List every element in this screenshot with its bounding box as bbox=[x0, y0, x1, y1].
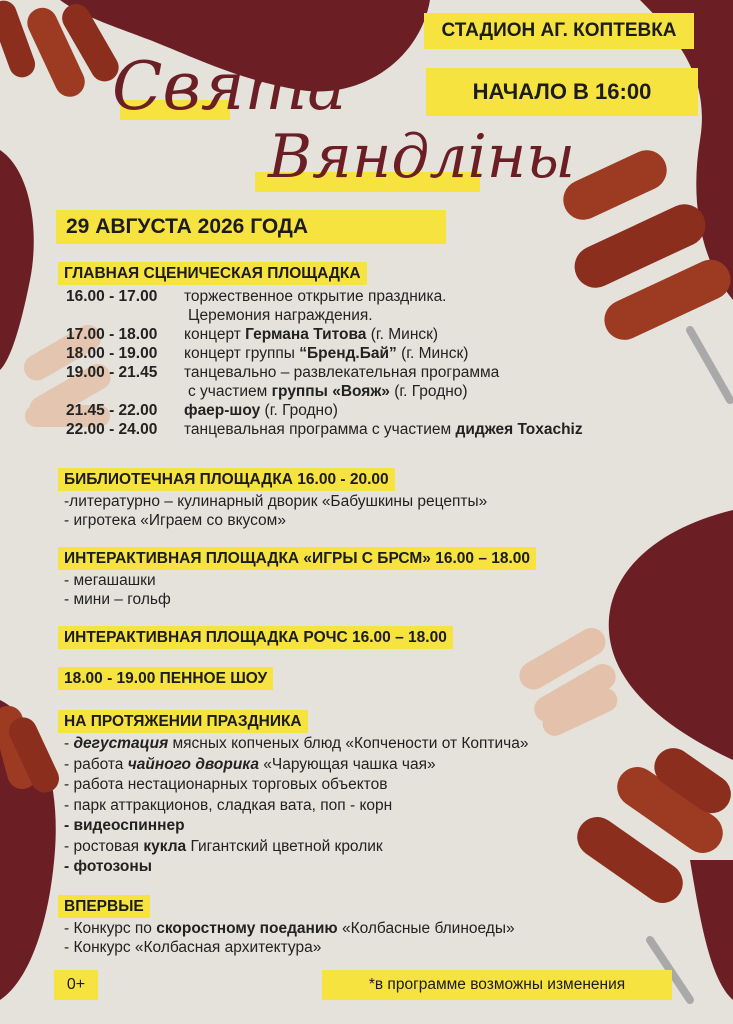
foam-show-heading: 18.00 - 19.00 ПЕННОЕ ШОУ bbox=[58, 667, 273, 690]
schedule-artist: группы «Вояж» bbox=[271, 383, 390, 400]
list-item-highlight: кукла bbox=[143, 837, 187, 855]
schedule-text: концерт группы bbox=[184, 345, 300, 362]
schedule-row-cont bbox=[66, 382, 583, 401]
list-item: - игротека «Играем со вкусом» bbox=[64, 512, 286, 529]
list-item: - мини – гольф bbox=[64, 591, 171, 608]
list-item bbox=[64, 837, 529, 858]
schedule-city: (г. Гродно) bbox=[260, 402, 338, 419]
list-item-text: - работа bbox=[64, 755, 128, 773]
schedule-time: 22.00 - 24.00 bbox=[66, 421, 158, 438]
library-list bbox=[64, 492, 487, 530]
throughout-heading: НА ПРОТЯЖЕНИИ ПРАЗДНИКА bbox=[58, 710, 308, 733]
list-item: - видеоспиннер bbox=[64, 817, 185, 834]
schedule-city: (г. Минск) bbox=[366, 326, 439, 343]
schedule-row bbox=[66, 420, 583, 439]
throughout-list bbox=[64, 734, 529, 878]
schedule-text: танцевальная программа с участием bbox=[184, 421, 456, 438]
schedule-time: 21.45 - 22.00 bbox=[66, 402, 158, 419]
list-item: - парк аттракционов, сладкая вата, поп - корн bbox=[64, 796, 393, 814]
list-item: - работа нестационарных торговых объектов bbox=[64, 776, 388, 793]
venue-label: СТАДИОН АГ. КОПТЕВКА bbox=[424, 13, 694, 49]
schedule-time: 19.00 - 21.45 bbox=[66, 364, 158, 381]
maroon-blob-right-corner bbox=[690, 860, 733, 1000]
schedule-time: 16.00 - 17.00 bbox=[66, 288, 158, 305]
main-stage-heading: ГЛАВНАЯ СЦЕНИЧЕСКАЯ ПЛОЩАДКА bbox=[58, 262, 367, 285]
list-item: - фотозоны bbox=[64, 858, 152, 875]
list-item-text: - Конкурс по bbox=[64, 920, 157, 937]
list-item bbox=[64, 919, 515, 938]
event-date: 29 АВГУСТА 2026 ГОДА bbox=[56, 210, 446, 244]
main-stage-schedule bbox=[66, 287, 583, 439]
schedule-artist: диджея Toxachiz bbox=[455, 421, 583, 438]
list-item-text: «Чарующая чашка чая» bbox=[258, 755, 436, 773]
maroon-blob-right-bottom bbox=[609, 510, 733, 760]
schedule-city: (г. Минск) bbox=[396, 345, 469, 362]
faded-sausage-right-icon bbox=[514, 623, 621, 740]
list-item-text: «Колбасные блиноеды» bbox=[337, 920, 515, 937]
schedule-row bbox=[66, 344, 583, 363]
schedule-row bbox=[66, 287, 583, 306]
title-line-2: Вяндліны bbox=[268, 122, 576, 192]
schedule-text: концерт bbox=[184, 326, 246, 343]
list-item-highlight: скоростному поеданию bbox=[156, 920, 338, 937]
schedule-text: торжественное открытие праздника. bbox=[184, 288, 447, 305]
list-item-highlight: дегустация bbox=[73, 735, 169, 752]
first-time-heading: ВПЕРВЫЕ bbox=[58, 895, 150, 918]
brsm-heading: ИНТЕРАКТИВНАЯ ПЛОЩАДКА «ИГРЫ С БРСМ» 16.00 – 18.00 bbox=[58, 547, 536, 570]
schedule-artist: “Бренд.Бай” bbox=[299, 345, 397, 362]
schedule-row bbox=[66, 363, 583, 382]
schedule-row bbox=[66, 401, 583, 420]
list-item-text: - bbox=[64, 735, 74, 752]
list-item-text: мясных копченых блюд «Копчености от Коптича» bbox=[168, 735, 529, 752]
schedule-time: 18.00 - 19.00 bbox=[66, 345, 158, 362]
changes-note: *в программе возможны изменения bbox=[322, 970, 672, 1000]
list-item: - Конкурс «Колбасная архитектура» bbox=[64, 939, 322, 956]
list-item: - мегашашки bbox=[64, 572, 156, 589]
schedule-city: (г. Гродно) bbox=[389, 383, 468, 400]
schedule-text: с участием bbox=[188, 383, 272, 400]
age-rating-badge: 0+ bbox=[54, 970, 98, 1000]
list-item-text: Гигантский цветной кролик bbox=[186, 837, 383, 855]
rochs-heading: ИНТЕРАКТИВНАЯ ПЛОЩАДКА РОЧС 16.00 – 18.00 bbox=[58, 626, 453, 649]
brsm-list bbox=[64, 571, 171, 609]
schedule-artist: фаер-шоу bbox=[184, 402, 261, 419]
list-item: -литературно – кулинарный дворик «Бабушкины рецепты» bbox=[64, 493, 488, 510]
first-time-list bbox=[64, 919, 515, 957]
title-line-1: Свята bbox=[112, 48, 347, 125]
schedule-row-cont: Церемония награждения. bbox=[188, 307, 373, 324]
schedule-text: танцевально – развлекательная программа bbox=[184, 364, 500, 381]
schedule-time: 17.00 - 18.00 bbox=[66, 326, 158, 343]
list-item bbox=[64, 755, 529, 776]
list-item bbox=[64, 734, 529, 755]
maroon-blob-left-top bbox=[0, 150, 34, 370]
list-item-text: - ростовая bbox=[64, 837, 144, 855]
library-heading: БИБЛИОТЕЧНАЯ ПЛОЩАДКА 16.00 - 20.00 bbox=[58, 468, 395, 491]
start-time-label: НАЧАЛО В 16:00 bbox=[426, 68, 698, 116]
schedule-artist: Германа Титова bbox=[245, 326, 367, 343]
schedule-row bbox=[66, 325, 583, 344]
list-item-highlight: чайного дворика bbox=[127, 755, 259, 773]
